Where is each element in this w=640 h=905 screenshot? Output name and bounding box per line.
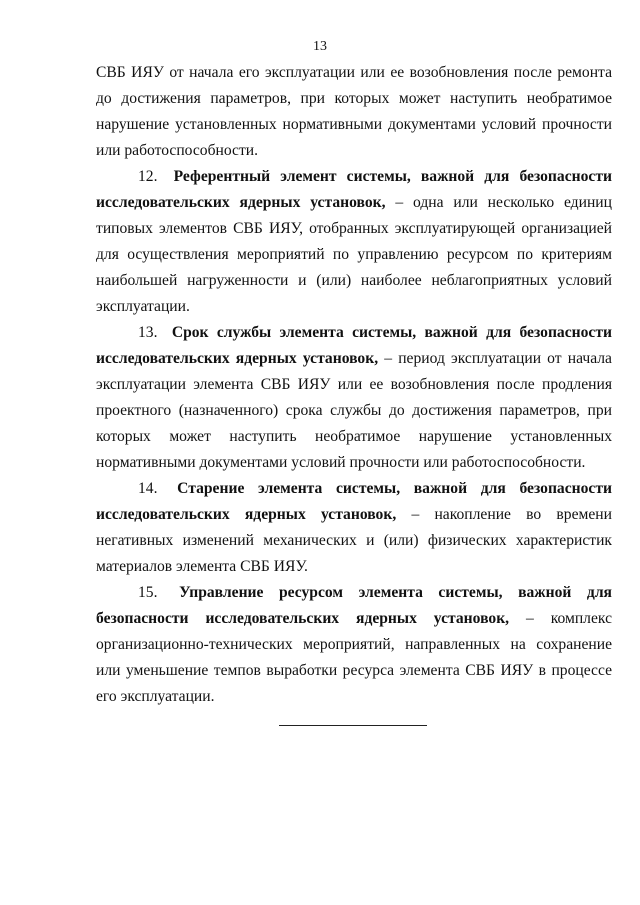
definition-text: – одна или несколько единиц типовых элементов СВБ ИЯУ, отобранных эксплуатирующей организацией для осуществления мероприятий по управлению ресурсом по критериям наибольшей нагруженности и (или) наиболее неблагоприятных условий эксплуатации. [96, 194, 612, 315]
definition-paragraph-15 [96, 580, 612, 710]
defined-term: Срок службы элемента системы, важной для безопасности исследовательских ядерных установок, [96, 324, 612, 367]
definition-text: – комплекс организационно-технических мероприятий, направленных на сохранение или уменьшение темпов выработки ресурса элемента СВБ ИЯУ в процессе его эксплуатации. [96, 610, 612, 705]
document-body [96, 60, 612, 710]
paragraph-number: 12. [138, 168, 158, 185]
paragraph-number: 13. [138, 324, 158, 341]
end-of-document-rule [279, 725, 427, 726]
definition-paragraph-14 [96, 476, 612, 580]
paragraph-number: 14. [138, 480, 158, 497]
definition-text: – накопление во времени негативных изменений механических и (или) физических характеристик материалов элемента СВБ ИЯУ. [96, 506, 612, 575]
definition-text: – период эксплуатации от начала эксплуатации элемента СВБ ИЯУ или ее возобновления после продления проектного (назначенного) срока службы до достижения параметров, при которых может наступить необратимое нарушение установленных нормативными документами условий прочности или работоспособности. [96, 350, 612, 471]
defined-term: Старение элемента системы, важной для безопасности исследовательских ядерных установок, [96, 480, 612, 523]
paragraph-text: СВБ ИЯУ от начала его эксплуатации или ее возобновления после ремонта до достижения параметров, при которых может наступить необратимое нарушение установленных нормативными документами условий прочности или работоспособности. [96, 64, 612, 159]
paragraph-continuation [96, 60, 612, 164]
definition-paragraph-12 [96, 164, 612, 320]
page-number: 13 [313, 39, 327, 54]
definition-paragraph-13 [96, 320, 612, 476]
paragraph-number: 15. [138, 584, 158, 601]
defined-term: Референтный элемент системы, важной для безопасности исследовательских ядерных установок, [96, 168, 612, 211]
defined-term: Управление ресурсом элемента системы, важной для безопасности исследовательских ядерных установок, [96, 584, 612, 627]
